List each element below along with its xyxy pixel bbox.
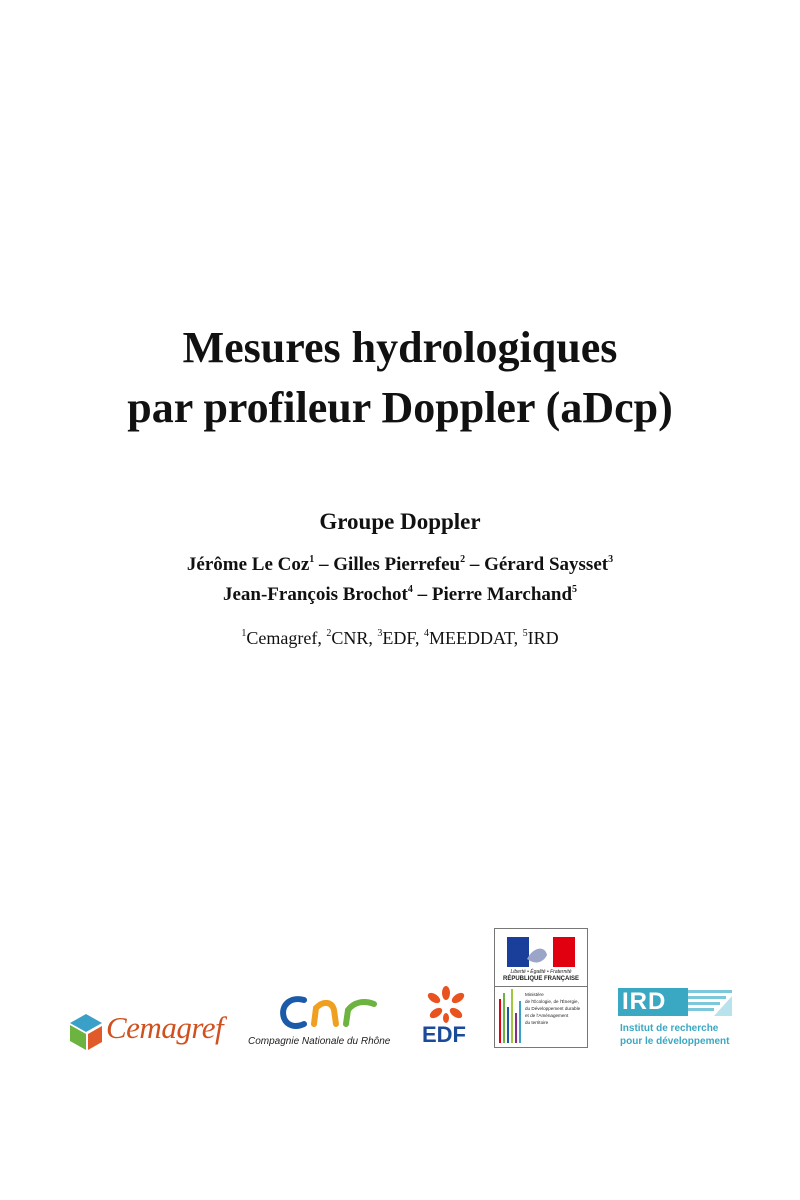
ministry-line: de l'Écologie, de l'Énergie, [525,999,579,1004]
affiliation-number: 5 [522,628,528,639]
title-line-2: par profileur Doppler (aDcp) [127,383,673,432]
author-name: Gérard Saysset [484,554,609,575]
ird-caption-line-2: pour le développement [620,1036,730,1047]
authors [0,550,800,610]
cnr-caption: Compagnie Nationale du Rhône [248,1036,391,1047]
authors-line-2 [0,580,800,610]
ird-wordmark: IRD [622,988,667,1015]
affiliations: $^1$Cemagref, $^2$CNR, $^3$EDF, $^4$MEEDDAT, $^5$IRD [241,628,559,648]
author-affiliation-number: 4 [407,584,413,595]
cemagref-logo [66,1008,226,1056]
author-separator: – [412,584,432,605]
group-name: Groupe Doppler [319,509,481,534]
edf-wordmark: EDF [422,1022,466,1047]
republique-francaise-logo [494,928,588,1048]
author-separator: – [465,554,485,575]
ministry-bars-icon [497,989,525,1045]
affiliation-name: CNR [331,628,369,648]
ird-caption-line-1: Institut de recherche [620,1023,719,1034]
author-affiliation-number: 3 [608,554,614,565]
ministry-text [525,991,585,1026]
author-affiliation-number: 2 [460,554,466,565]
cemagref-wordmark: Cemagref [106,1010,224,1045]
republique-name: RÉPUBLIQUE FRANÇAISE [502,976,579,982]
affiliation-number: 3 [377,628,383,639]
affiliation-name: MEEDDAT [428,628,514,648]
author-name: Gilles Pierrefeu [333,554,461,575]
document-title [0,318,800,438]
cemagref-emblem-icon [66,1012,106,1052]
marianne-flag-icon [507,937,575,967]
title-line-1: Mesures hydrologiques [182,323,618,372]
affiliation-number: 1 [241,628,247,639]
republique-motto: Liberté • Égalité • Fraternité [510,969,572,975]
edf-logo [418,986,474,1048]
author-name: Jean-François Brochot [222,584,408,605]
ird-caption [620,1022,729,1048]
affiliation-name: IRD [527,628,559,648]
cnr-emblem-icon [274,994,384,1030]
ministry-line: Ministère [525,992,544,997]
authors-line-1 [0,550,800,580]
affiliation-name: Cemagref [246,628,318,648]
author-name: Jérôme Le Coz [186,554,310,575]
edf-flower-icon [422,986,470,1024]
author-separator: – [314,554,334,575]
cnr-logo [246,994,406,1050]
author-name: Pierre Marchand [431,584,573,605]
affiliation-name: EDF [382,628,415,648]
ministry-line: du territoire [525,1020,549,1025]
ministry-line: et de l'Aménagement [525,1013,569,1018]
divider [495,986,587,987]
ministry-line: du Développement durable [525,1006,581,1011]
ird-logo [618,988,736,1050]
author-affiliation-number: 1 [309,554,315,565]
author-affiliation-number: 5 [572,584,578,595]
affiliation-number: 2 [326,628,332,639]
affiliation-number: 4 [423,628,429,639]
